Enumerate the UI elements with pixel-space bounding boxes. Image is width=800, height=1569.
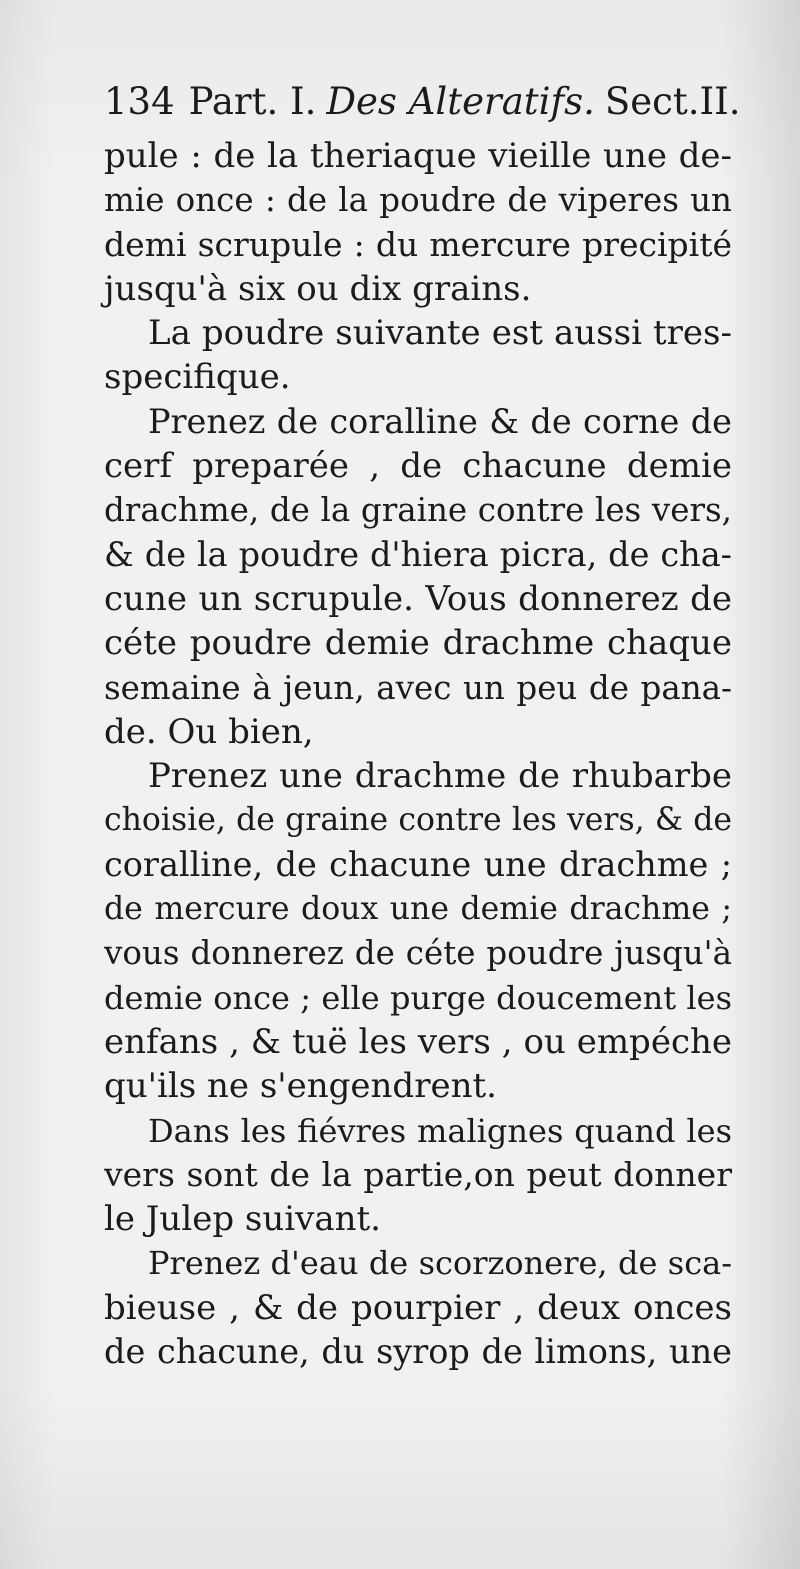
text-line: mie once : de la poudre de viperes un xyxy=(104,181,732,220)
page-number: 134 xyxy=(104,80,175,123)
text-line: Prenez une drachme de rhubarbe xyxy=(148,756,732,797)
text-line: Prenez de coralline & de corne de xyxy=(148,401,732,441)
text-line: specifique. xyxy=(104,357,291,398)
text-line: Dans les fiévres malignes quand les xyxy=(148,1111,732,1150)
text-line: de mercure doux une demie drachme ; xyxy=(104,891,732,928)
text-line: demie once ; elle purge doucement les xyxy=(104,978,732,1017)
text-line: qu'ils ne s'engendrent. xyxy=(104,1066,497,1107)
text-line: coralline, de chacune une drachme ; xyxy=(104,844,732,884)
text-line: Prenez d'eau de scorzonere, de sca- xyxy=(148,1244,732,1283)
text-line: demi scrupule : du mercure precipité xyxy=(104,224,732,264)
text-line: vers sont de la partie,on peut donner xyxy=(104,1154,732,1194)
section-label: Sect.II. xyxy=(604,80,741,123)
text-line: enfans , & tuë les vers , ou empéche xyxy=(104,1021,732,1062)
text-line: le Julep suivant. xyxy=(104,1199,381,1240)
text-line: jusqu'à six ou dix grains. xyxy=(104,268,532,309)
text-line: La poudre suivante est aussi tres- xyxy=(148,313,732,354)
text-line: cerf preparée , de chacune demie xyxy=(104,446,732,487)
running-title: Des Alteratifs. xyxy=(326,80,595,123)
text-line: & de la poudre d'hiera picra, de cha- xyxy=(104,534,732,574)
body-text xyxy=(104,134,732,1374)
text-line: choisie, de graine contre les vers, & de xyxy=(104,802,732,839)
part-label: Part. I. xyxy=(188,80,317,123)
text-line: pule : de la theriaque vieille une de- xyxy=(104,136,732,176)
text-line: céte poudre demie drachme chaque xyxy=(104,623,732,664)
text-line: de chacune, du syrop de limons, une xyxy=(104,1332,732,1372)
running-header xyxy=(104,78,741,126)
text-line: vous donnerez de céte poudre jusqu'à xyxy=(104,934,732,973)
text-line: semaine à jeun, avec un peu de pana- xyxy=(104,668,732,707)
text-line: cune un scrupule. Vous donnerez de xyxy=(104,578,732,619)
text-line: de. Ou bien, xyxy=(104,711,314,752)
text-line: bieuse , & de pourpier , deux onces xyxy=(104,1287,732,1328)
text-line: drachme, de la graine contre les vers, xyxy=(104,491,732,530)
